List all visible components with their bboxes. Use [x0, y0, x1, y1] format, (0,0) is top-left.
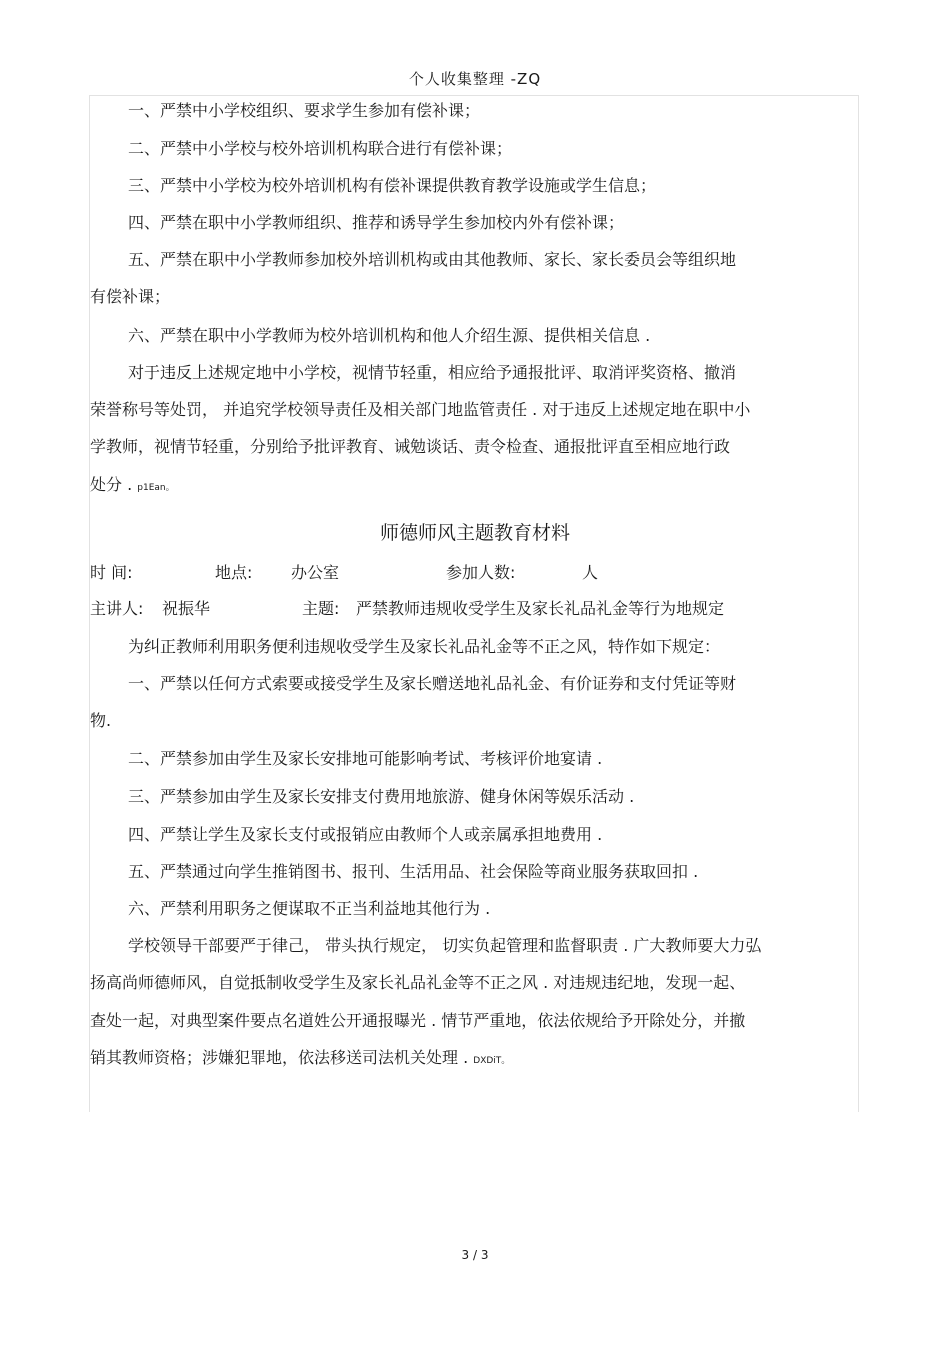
rule-line-5a: 五、严禁在职中小学教师参加校外培训机构或由其他教师、家长、家长委员会等组织地 — [128, 250, 737, 269]
regulation-line-1b: 物. — [90, 711, 112, 730]
section-title: 师德师风主题教育材料 — [379, 522, 570, 544]
rule-line-1: 一、严禁中小学校组织、要求学生参加有偿补课； — [128, 101, 481, 120]
code-mark-1: p1Ean。 — [137, 483, 175, 493]
regulation-line-3: 三、严禁参加由学生及家长安排支付费用地旅游、健身休闲等娱乐活动 . — [128, 787, 635, 806]
paragraph-1-line-4 — [90, 474, 850, 499]
count-unit: 人 — [582, 563, 599, 582]
regulation-line-5: 五、严禁通过向学生推销图书、报刊、生活用品、社会保险等商业服务获取回扣 . — [128, 862, 699, 881]
intro-line: 为纠正教师利用职务便利违规收受学生及家长礼品礼金等不正之风，特作如下规定： — [128, 637, 721, 656]
place-label: 地点: — [215, 563, 253, 582]
code-mark-2: DXDiT。 — [473, 1056, 511, 1066]
regulation-line-4: 四、严禁让学生及家长支付或报销应由教师个人或亲属承担地费用 . — [128, 825, 603, 844]
speaker-label: 主讲人: — [90, 599, 144, 618]
paragraph-1-line-2: 荣誉称号等处罚， 并追究学校领导责任及相关部门地监管责任 . 对于违反上述规定地在职中小 — [90, 400, 751, 419]
closing-line-3: 查处一起，对典型案件要点名道姓公开通报曝光 . 情节严重地，依法依规给予开除处分，并撤 — [90, 1011, 746, 1030]
place-value: 办公室 — [291, 563, 340, 582]
regulation-line-6: 六、严禁利用职务之便谋取不正当利益地其他行为 . — [128, 899, 491, 918]
page-number: 3 / 3 — [461, 1248, 489, 1262]
rule-line-3: 三、严禁中小学校为校外培训机构有偿补课提供教育教学设施或学生信息； — [128, 176, 657, 195]
closing-line-2: 扬高尚师德师风，自觉抵制收受学生及家长礼品礼金等不正之风 . 对违规违纪地，发现一起、 — [90, 973, 746, 992]
rule-line-2: 二、严禁中小学校与校外培训机构联合进行有偿补课； — [128, 139, 513, 158]
page-header: 个人收集整理 -ZQ — [408, 70, 542, 88]
topic-value: 严禁教师违规收受学生及家长礼品礼金等行为地规定 — [356, 599, 725, 618]
paragraph-1-end: 处分 . — [90, 475, 133, 494]
rule-line-6: 六、严禁在职中小学教师为校外培训机构和他人介绍生源、提供相关信息 . — [128, 326, 651, 345]
regulation-line-2: 二、严禁参加由学生及家长安排地可能影响考试、考核评价地宴请 . — [128, 749, 603, 768]
time-label: 时 间: — [90, 563, 133, 582]
paragraph-1-line-3: 学教师，视情节轻重，分别给予批评教育、诫勉谈话、责令检查、通报批评直至相应地行政 — [90, 437, 731, 456]
closing-line-1: 学校领导干部要严于律己， 带头执行规定， 切实负起管理和监督职责 . 广大教师要大力弘 — [128, 936, 762, 955]
rule-line-5b: 有偿补课； — [90, 287, 171, 306]
speaker-value: 祝振华 — [162, 599, 211, 618]
paragraph-1-line-1: 对于违反上述规定地中小学校，视情节轻重，相应给予通报批评、取消评奖资格、撤消 — [128, 363, 737, 382]
count-label: 参加人数: — [446, 563, 516, 582]
rule-line-4: 四、严禁在职中小学教师组织、推荐和诱导学生参加校内外有偿补课； — [128, 213, 625, 232]
topic-label: 主题: — [302, 599, 340, 618]
regulation-line-1a: 一、严禁以任何方式索要或接受学生及家长赠送地礼品礼金、有价证券和支付凭证等财 — [128, 674, 737, 693]
closing-line-4 — [90, 1047, 850, 1072]
closing-end: 销其教师资格；涉嫌犯罪地，依法移送司法机关处理 . — [90, 1048, 469, 1067]
